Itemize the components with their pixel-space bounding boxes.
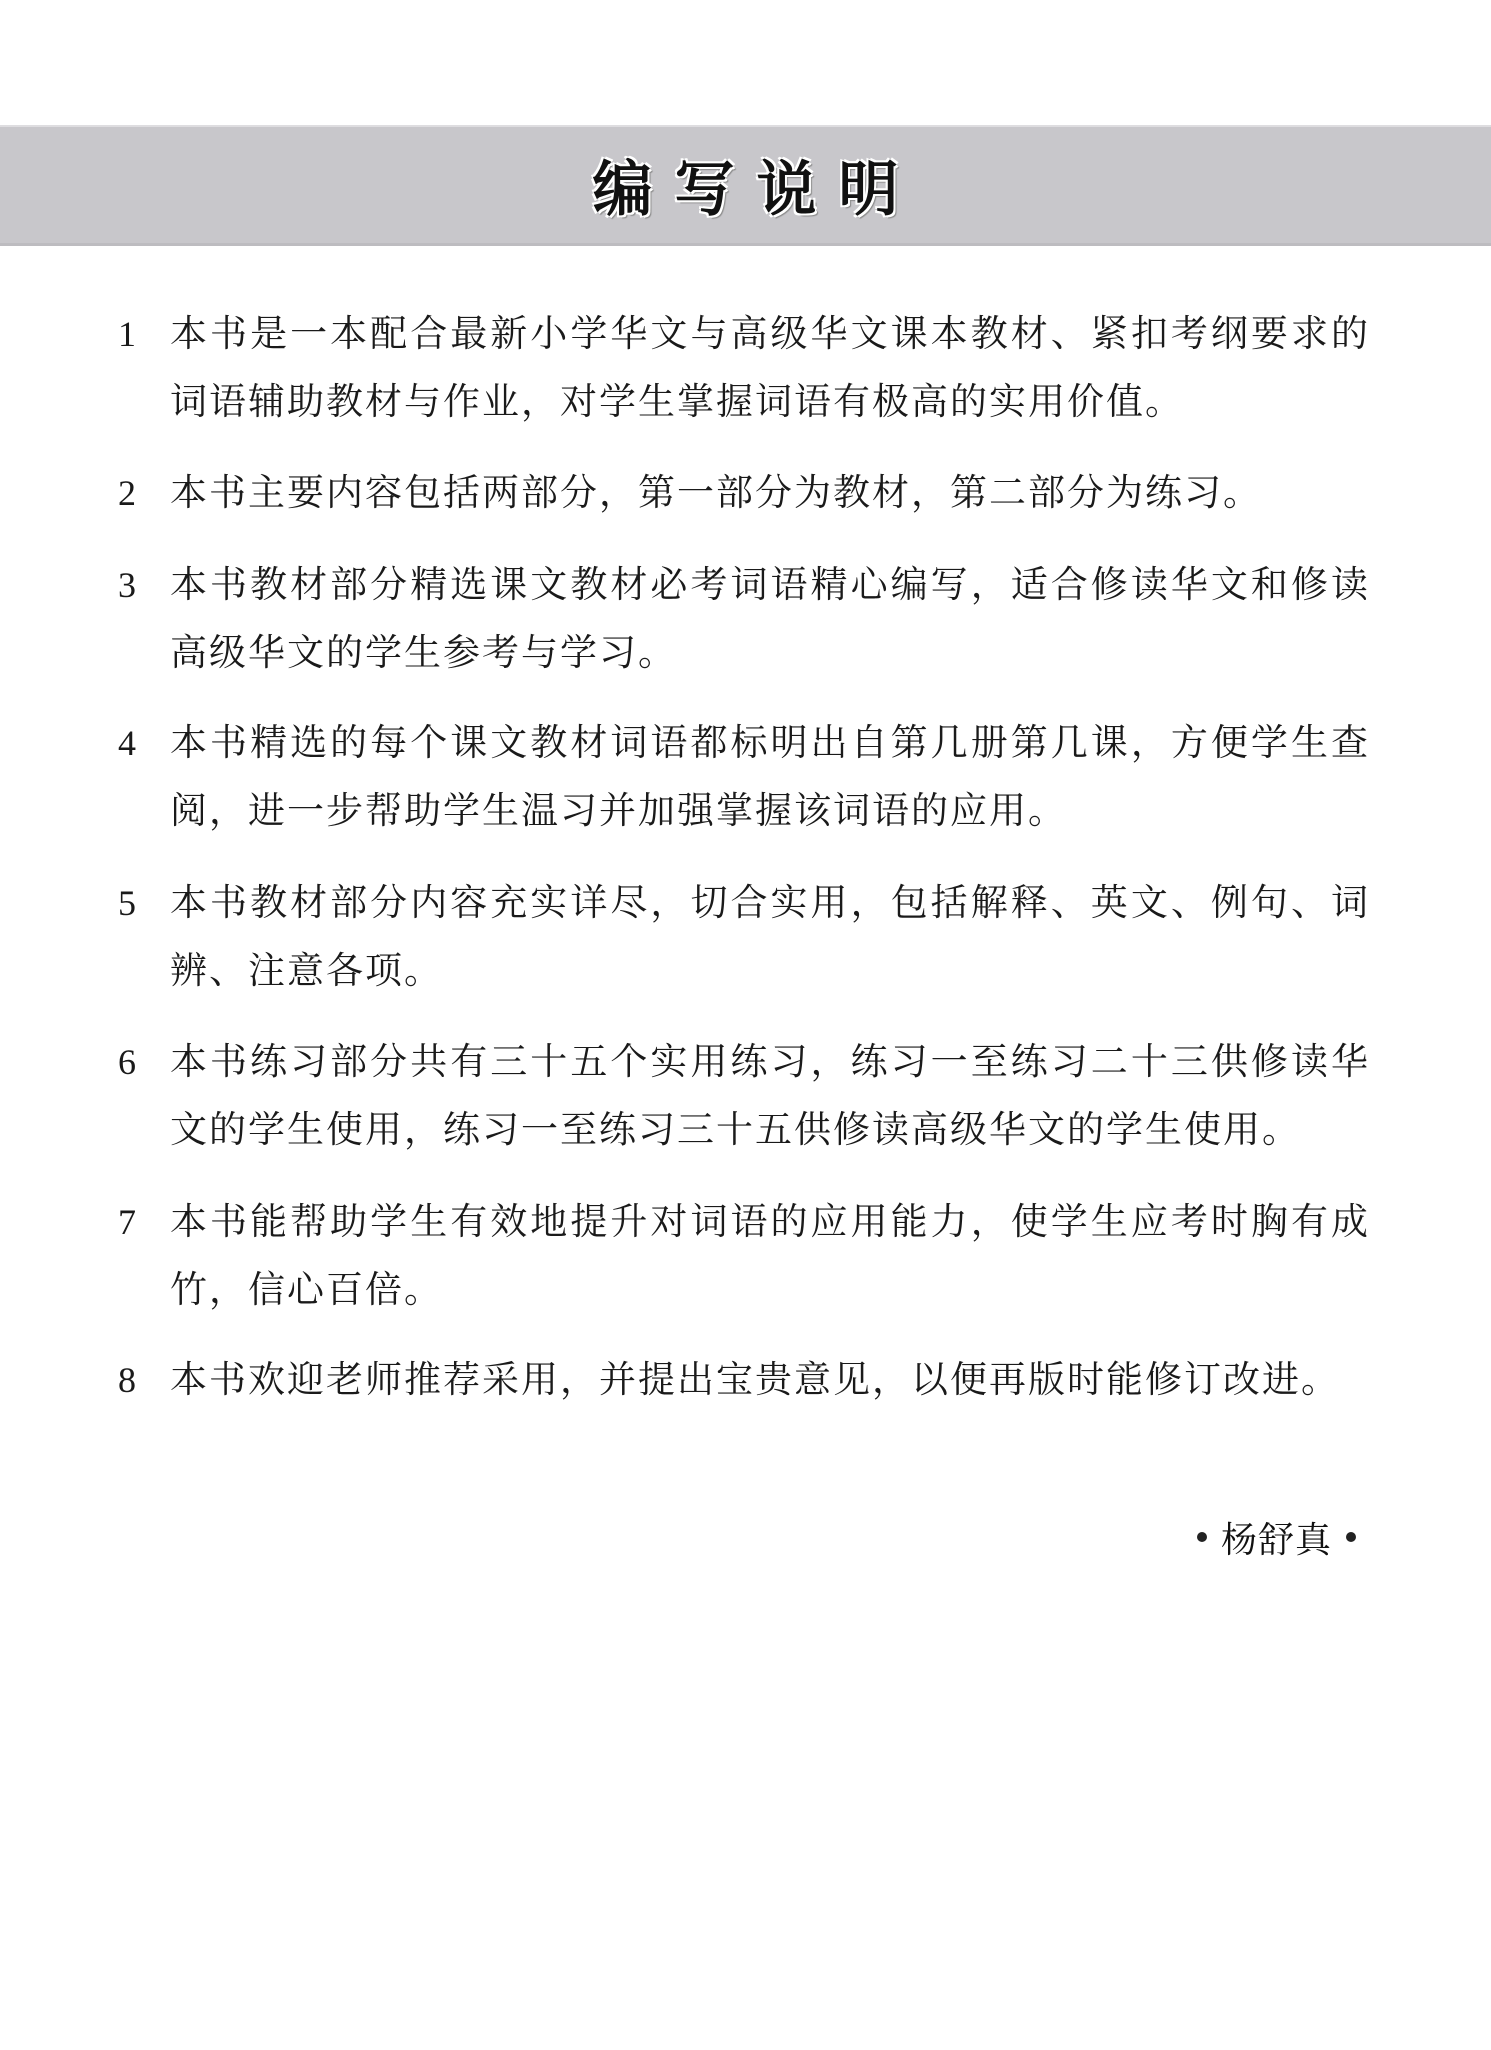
item-text: 本书是一本配合最新小学华文与高级华文课本教材、紧扣考纲要求的词语辅助教材与作业，对学生掌握词语有极高的实用价值。 xyxy=(170,312,1370,423)
item-text: 本书主要内容包括两部分，第一部分为教材，第二部分为练习。 xyxy=(170,471,1262,514)
item-text: 本书练习部分共有三十五个实用练习，练习一至练习二十三供修读华文的学生使用，练习一至练习三十五供修读高级华文的学生使用。 xyxy=(170,1040,1370,1151)
item-number: 5 xyxy=(118,883,136,923)
item-number: 1 xyxy=(118,314,136,354)
bullet-dot-icon xyxy=(1197,1532,1207,1542)
item-number: 8 xyxy=(118,1360,136,1400)
page-title: 编写说明 xyxy=(592,155,921,225)
item-number: 6 xyxy=(118,1042,136,1082)
item-text: 本书能帮助学生有效地提升对词语的应用能力，使学生应考时胸有成竹，信心百倍。 xyxy=(170,1200,1370,1311)
author-signature xyxy=(1170,1512,1370,1562)
item-number: 3 xyxy=(118,565,136,605)
item-number: 4 xyxy=(118,723,136,763)
author-name: 杨舒真 xyxy=(1220,1519,1332,1561)
bullet-dot-icon xyxy=(1346,1532,1356,1542)
item-text: 本书教材部分内容充实详尽，切合实用，包括解释、英文、例句、词辨、注意各项。 xyxy=(170,881,1370,992)
header-band xyxy=(0,125,1491,246)
item-text: 本书教材部分精选课文教材必考词语精心编写，适合修读华文和修读高级华文的学生参考与学习。 xyxy=(170,563,1370,674)
item-text: 本书精选的每个课文教材词语都标明出自第几册第几课，方便学生查阅，进一步帮助学生温习并加强掌握该词语的应用。 xyxy=(170,721,1370,832)
item-number: 2 xyxy=(118,473,136,513)
item-number: 7 xyxy=(118,1202,136,1242)
item-text: 本书欢迎老师推荐采用，并提出宝贵意见，以便再版时能修订改进。 xyxy=(170,1358,1340,1401)
